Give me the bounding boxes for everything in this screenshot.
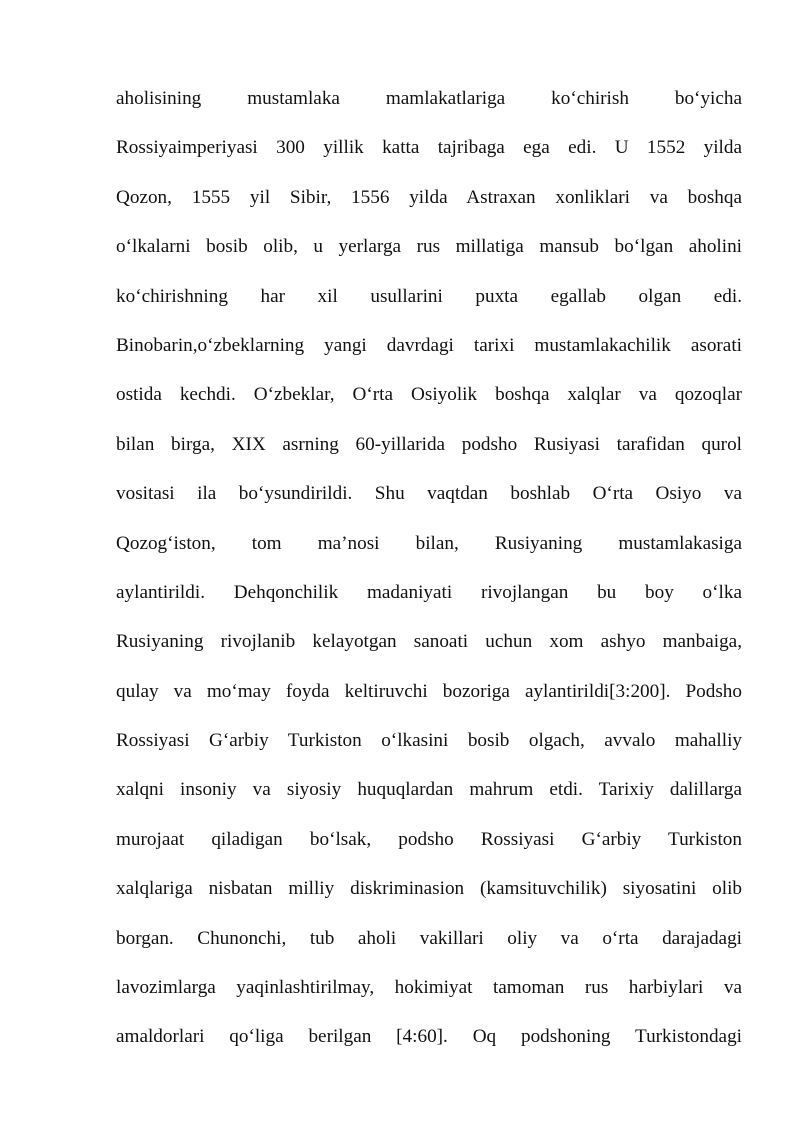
text-line: borgan. Chunonchi, tub aholi vakillari oliy va o‘rta darajadagi xyxy=(116,927,742,949)
text-line: ostida kechdi. O‘zbeklar, O‘rta Osiyolik boshqa xalqlar va qozoqlar xyxy=(116,384,742,406)
text-line: qulay va mo‘may foyda keltiruvchi bozoriga aylantirildi[3:200]. Podsho xyxy=(116,680,742,702)
text-line: Binobarin,o‘zbeklarning yangi davrdagi tarixi mustamlakachilik asorati xyxy=(116,334,742,356)
text-line: xalqni insoniy va siyosiy huquqlardan mahrum etdi. Tarixiy dalillarga xyxy=(116,779,742,801)
text-line: lavozimlarga yaqinlashtirilmay, hokimiyat tamoman rus harbiylari va xyxy=(116,977,742,999)
text-line: xalqlariga nisbatan milliy diskriminasion (kamsituvchilik) siyosatini olib xyxy=(116,878,742,900)
text-line: Qozon, 1555 yil Sibir, 1556 yilda Astraxan xonliklari va boshqa xyxy=(116,186,742,208)
body-paragraph xyxy=(116,74,742,1062)
text-line: o‘lkalarni bosib olib, u yerlarga rus millatiga mansub bo‘lgan aholini xyxy=(116,236,742,258)
text-line: Rossiyasi G‘arbiy Turkiston o‘lkasini bosib olgach, avvalo mahalliy xyxy=(116,730,742,752)
text-line: Rossiyaimperiyasi 300 yillik katta tajribaga ega edi. U 1552 yilda xyxy=(116,137,742,159)
text-line: aylantirildi. Dehqonchilik madaniyati rivojlangan bu boy o‘lka xyxy=(116,581,742,603)
text-line: Rusiyaning rivojlanib kelayotgan sanoati uchun xom ashyo manbaiga, xyxy=(116,631,742,653)
text-line: vositasi ila bo‘ysundirildi. Shu vaqtdan boshlab O‘rta Osiyo va xyxy=(116,483,742,505)
text-line: amaldorlari qo‘liga berilgan [4:60]. Oq podshoning Turkistondagi xyxy=(116,1026,742,1048)
text-line: ko‘chirishning har xil usullarini puxta egallab olgan edi. xyxy=(116,285,742,307)
text-line: Qozog‘iston, tom ma’nosi bilan, Rusiyaning mustamlakasiga xyxy=(116,532,742,554)
text-line: aholisining mustamlaka mamlakatlariga ko‘chirish bo‘yicha xyxy=(116,88,742,109)
text-line: bilan birga, XIX asrning 60-yillarida podsho Rusiyasi tarafidan qurol xyxy=(116,433,742,455)
text-line: murojaat qiladigan bo‘lsak, podsho Rossiyasi G‘arbiy Turkiston xyxy=(116,828,742,850)
